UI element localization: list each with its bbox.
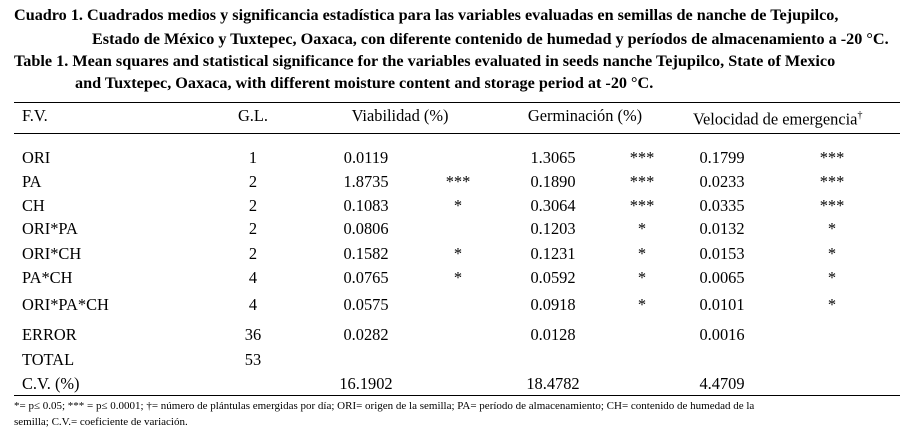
cell-velocidad: 0.0233 [699,172,745,191]
cell-gl: 2 [248,172,258,191]
header-rule [14,133,900,134]
cell-viabilidad-sig: *** [445,172,471,191]
cell-velocidad-sig: *** [819,196,845,215]
header-velocidad [693,106,862,129]
footnote-line2: semilla; C.V.= coeficiente de variación. [14,416,188,428]
cell-germinacion: 0.0918 [530,295,576,314]
cell-germinacion-sig: * [637,219,647,238]
cell-fv: ORI*PA [22,219,78,238]
cell-velocidad: 0.0065 [699,268,745,287]
cell-viabilidad: 0.0806 [343,219,389,238]
caption-es-line1: Cuadro 1. Cuadrados medios y significancia estadística para las variables evaluadas en semillas de nanche de Tejupilco, [14,6,839,24]
cell-viabilidad: 0.0575 [343,295,389,314]
cell-velocidad-sig: * [827,244,837,263]
cell-germinacion-sig: *** [629,148,655,167]
header-velocidad-label: Velocidad de emergencia [693,109,858,129]
cell-viabilidad: 0.1582 [343,244,389,263]
cell-gl: 2 [248,219,258,238]
dagger-sup: † [857,110,863,121]
table-bottom-rule [14,395,900,396]
cell-germinacion: 0.1203 [530,219,576,238]
table-top-rule [14,102,900,103]
cell-germinacion: 18.4782 [526,374,580,393]
cell-germinacion-sig: *** [629,172,655,191]
cell-viabilidad-sig: * [453,268,463,287]
cell-germinacion: 0.0128 [530,325,576,344]
cell-germinacion: 0.1890 [530,172,576,191]
caption-en-line2: and Tuxtepec, Oaxaca, with different moisture content and storage period at -20 °C. [75,74,654,92]
cell-gl: 2 [248,244,258,263]
cell-viabilidad: 16.1902 [339,374,393,393]
cell-germinacion-sig: * [637,244,647,263]
cell-velocidad: 0.1799 [699,148,745,167]
cell-velocidad: 0.0101 [699,295,745,314]
cell-gl: 2 [248,196,258,215]
caption-en-line1: Table 1. Mean squares and statistical significance for the variables evaluated in seeds nanche Tejupilco, State of Mexico [14,52,836,70]
caption-es-line2: Estado de México y Tuxtepec, Oaxaca, con diferente contenido de humedad y períodos de almacenamiento a -20 °C. [92,30,889,48]
cell-viabilidad: 0.1083 [343,196,389,215]
cell-velocidad-sig: * [827,219,837,238]
cell-germinacion: 0.1231 [530,244,576,263]
cell-velocidad: 0.0153 [699,244,745,263]
cell-germinacion-sig: * [637,295,647,314]
cell-viabilidad: 0.0765 [343,268,389,287]
cell-fv: PA*CH [22,268,73,287]
cell-velocidad: 0.0016 [699,325,745,344]
cell-fv: ORI*PA*CH [22,295,109,314]
cell-velocidad: 4.4709 [699,374,745,393]
cell-velocidad-sig: *** [819,172,845,191]
cell-velocidad-sig: *** [819,148,845,167]
cell-viabilidad-sig: * [453,244,463,263]
cell-gl: 4 [248,295,258,314]
cell-germinacion: 0.3064 [530,196,576,215]
cell-viabilidad: 1.8735 [343,172,389,191]
cell-fv: TOTAL [22,350,75,369]
cell-fv: C.V. (%) [22,374,80,393]
cell-viabilidad: 0.0282 [343,325,389,344]
header-fv: F.V. [22,106,48,125]
cell-germinacion-sig: * [637,268,647,287]
cell-viabilidad: 0.0119 [343,148,389,167]
cell-germinacion: 0.0592 [530,268,576,287]
cell-velocidad-sig: * [827,295,837,314]
cell-gl: 1 [248,148,258,167]
footnote-line1: *= p≤ 0.05; *** = p≤ 0.0001; †= número de plántulas emergidas por día; ORI= origen de la semilla; PA= período de almacenamiento; CH= contenido de humedad de la [14,400,755,412]
header-gl: G.L. [237,106,269,125]
cell-fv: CH [22,196,45,215]
cell-germinacion-sig: *** [629,196,655,215]
cell-fv: PA [22,172,42,191]
cell-fv: ERROR [22,325,77,344]
cell-velocidad: 0.0335 [699,196,745,215]
cell-fv: ORI*CH [22,244,82,263]
cell-velocidad: 0.0132 [699,219,745,238]
cell-viabilidad-sig: * [453,196,463,215]
header-viabilidad: Viabilidad (%) [351,106,449,125]
cell-velocidad-sig: * [827,268,837,287]
cell-fv: ORI [22,148,51,167]
cell-gl: 36 [244,325,262,344]
cell-gl: 4 [248,268,258,287]
cell-germinacion: 1.3065 [530,148,576,167]
header-germinacion: Germinación (%) [527,106,643,125]
cell-gl: 53 [244,350,262,369]
